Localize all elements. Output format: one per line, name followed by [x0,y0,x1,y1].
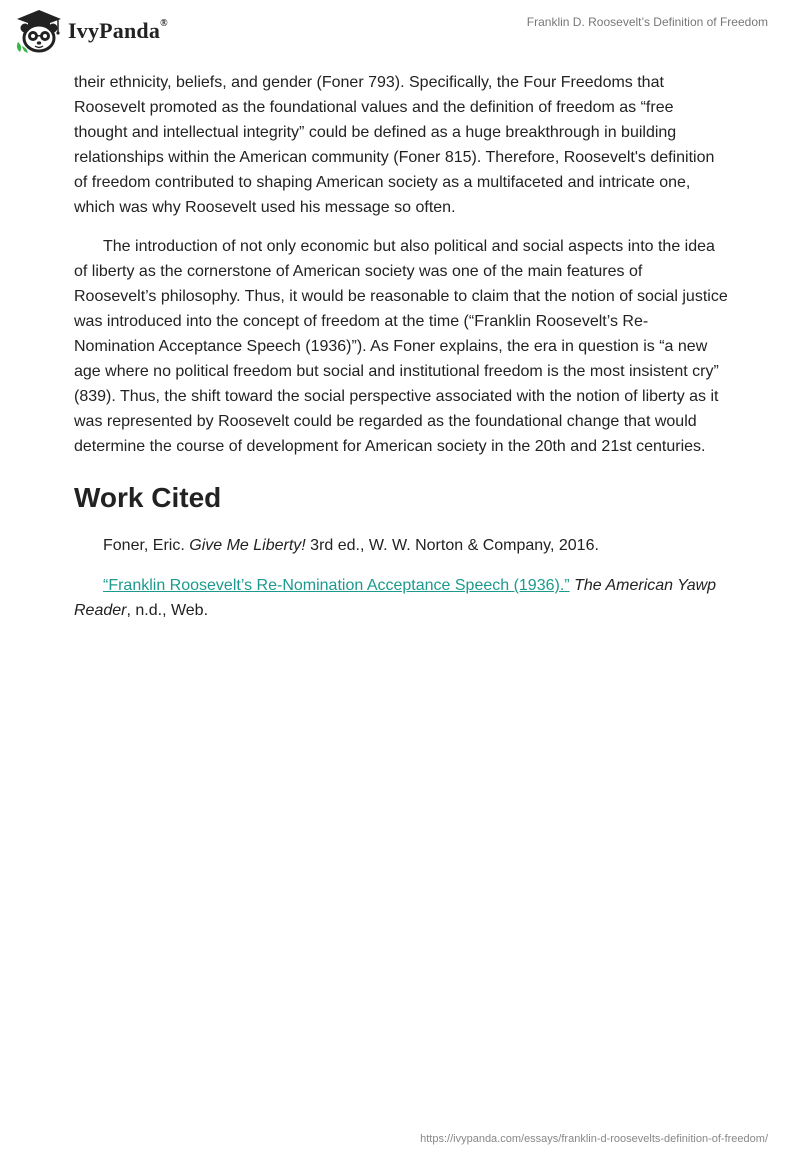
citation-author: Foner, Eric. [103,537,190,554]
footer-url: https://ivypanda.com/essays/franklin-d-roosevelts-definition-of-freedom/ [420,1133,768,1145]
citation-details: , n.d., Web. [126,602,209,619]
panda-logo-icon [14,8,64,54]
logo-wordmark: IvyPanda® [68,17,168,43]
body-paragraph: The introduction of not only economic but also political and social aspects into the idea of liberty as the cornerstone of American society was one of the main features of Roosevelt’s philosophy. Thus, it would be reasonable to claim that the notion of social justice was introduced into the concept of freedom at the time (“Franklin Roosevelt’s Re-Nomination Acceptance Speech (1936)”). As Foner explains, the era in question is “a new age where no political freedom but social and institutional freedom is the most insistent cry” (839). Thus, the shift toward the social perspective associated with the notion of liberty as it was represented by Roosevelt could be regarded as the foundational change that would determine the course of development for American society in the 20th and 21st centuries. [74,238,728,455]
page-header [0,0,800,64]
ivypanda-logo[interactable] [14,8,168,54]
citation-source: The American Yawp Reader [74,577,717,619]
citation-link[interactable]: “Franklin Roosevelt’s Re-Nomination Acceptance Speech (1936).” [103,577,570,594]
works-cited-heading: Work Cited [74,482,222,513]
document-title: Franklin D. Roosevelt’s Definition of Freedom [526,15,768,29]
citation-title: Give Me Liberty! [189,537,306,554]
citation-details: 3rd ed., W. W. Norton & Company, 2016. [305,537,599,554]
citation-entry [74,573,728,623]
citation-entry [74,533,728,558]
essay-content [74,70,728,623]
body-paragraph: their ethnicity, beliefs, and gender (Foner 793). Specifically, the Four Freedoms that Roosevelt promoted as the foundational values and the definition of freedom as “free thought and intellectual integrity” could be defined as a huge breakthrough in building relationships within the American community (Foner 815). Therefore, Roosevelt's definition of freedom contributed to shaping American society as a multifaceted and intricate one, which was why Roosevelt used his message so often. [74,74,715,216]
